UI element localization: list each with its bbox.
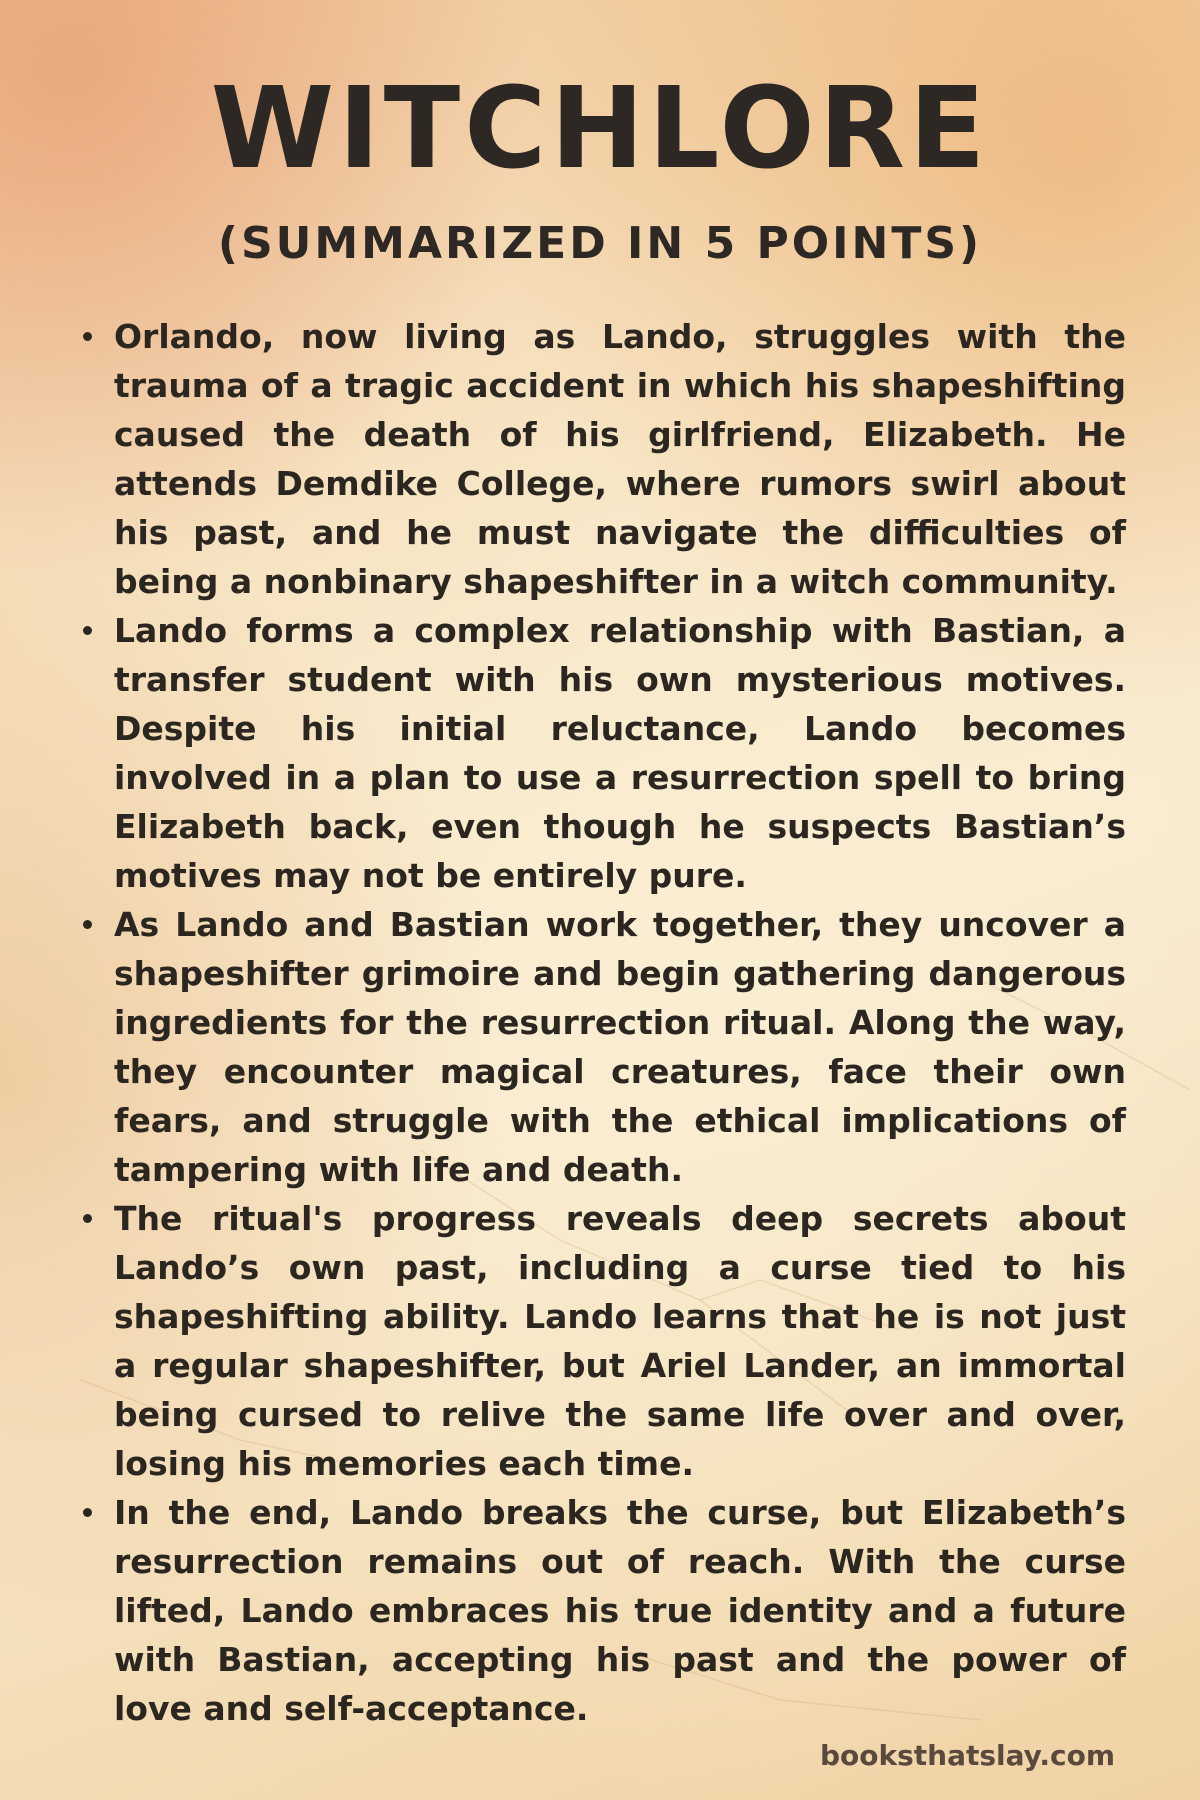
summary-points-list	[78, 312, 1126, 1733]
summary-point-4	[78, 1194, 1126, 1488]
summary-point-text: As Lando and Bastian work together, they uncover a shapeshifter grimoire and begin gathering dangerous ingredients for the resurrection ritual. Along the way, they encounter magical creatures, face their own fears, and struggle with the ethical implications of tampering with life and death.	[114, 905, 1126, 1189]
bullet-icon	[83, 626, 92, 635]
website-credit: booksthatslay.com	[819, 1739, 1115, 1772]
summary-point-text: Lando forms a complex relationship with Bastian, a transfer student with his own mysterious motives. Despite his initial reluctance, Lando becomes involved in a plan to use a resurrection spell to bring Elizabeth back, even though he suspects Bastian’s motives may not be entirely pure.	[114, 611, 1126, 895]
bullet-icon	[83, 332, 92, 341]
summary-point-text: In the end, Lando breaks the curse, but Elizabeth’s resurrection remains out of reach. With the curse lifted, Lando embraces his true identity and a future with Bastian, accepting his past and the power of love and self-acceptance.	[114, 1493, 1126, 1728]
bullet-icon	[83, 1508, 92, 1517]
subtitle: (SUMMARIZED IN 5 POINTS)	[217, 218, 983, 269]
summary-point-3	[78, 900, 1126, 1194]
summary-point-5	[78, 1488, 1126, 1733]
summary-point-1	[78, 312, 1126, 606]
bullet-icon	[83, 1214, 92, 1223]
summary-point-2	[78, 606, 1126, 900]
bullet-icon	[83, 920, 92, 929]
summary-point-text: The ritual's progress reveals deep secrets about Lando’s own past, including a curse tied to his shapeshifting ability. Lando learns that he is not just a regular shapeshifter, but Ariel Lander, an immortal being cursed to relive the same life over and over, losing his memories each time.	[114, 1199, 1126, 1483]
book-title: WITCHLORE	[210, 64, 990, 194]
summary-point-text: Orlando, now living as Lando, struggles with the trauma of a tragic accident in which his shapeshifting caused the death of his girlfriend, Elizabeth. He attends Demdike College, where rumors swirl about his past, and he must navigate the difficulties of being a nonbinary shapeshifter in a witch community.	[114, 317, 1126, 601]
